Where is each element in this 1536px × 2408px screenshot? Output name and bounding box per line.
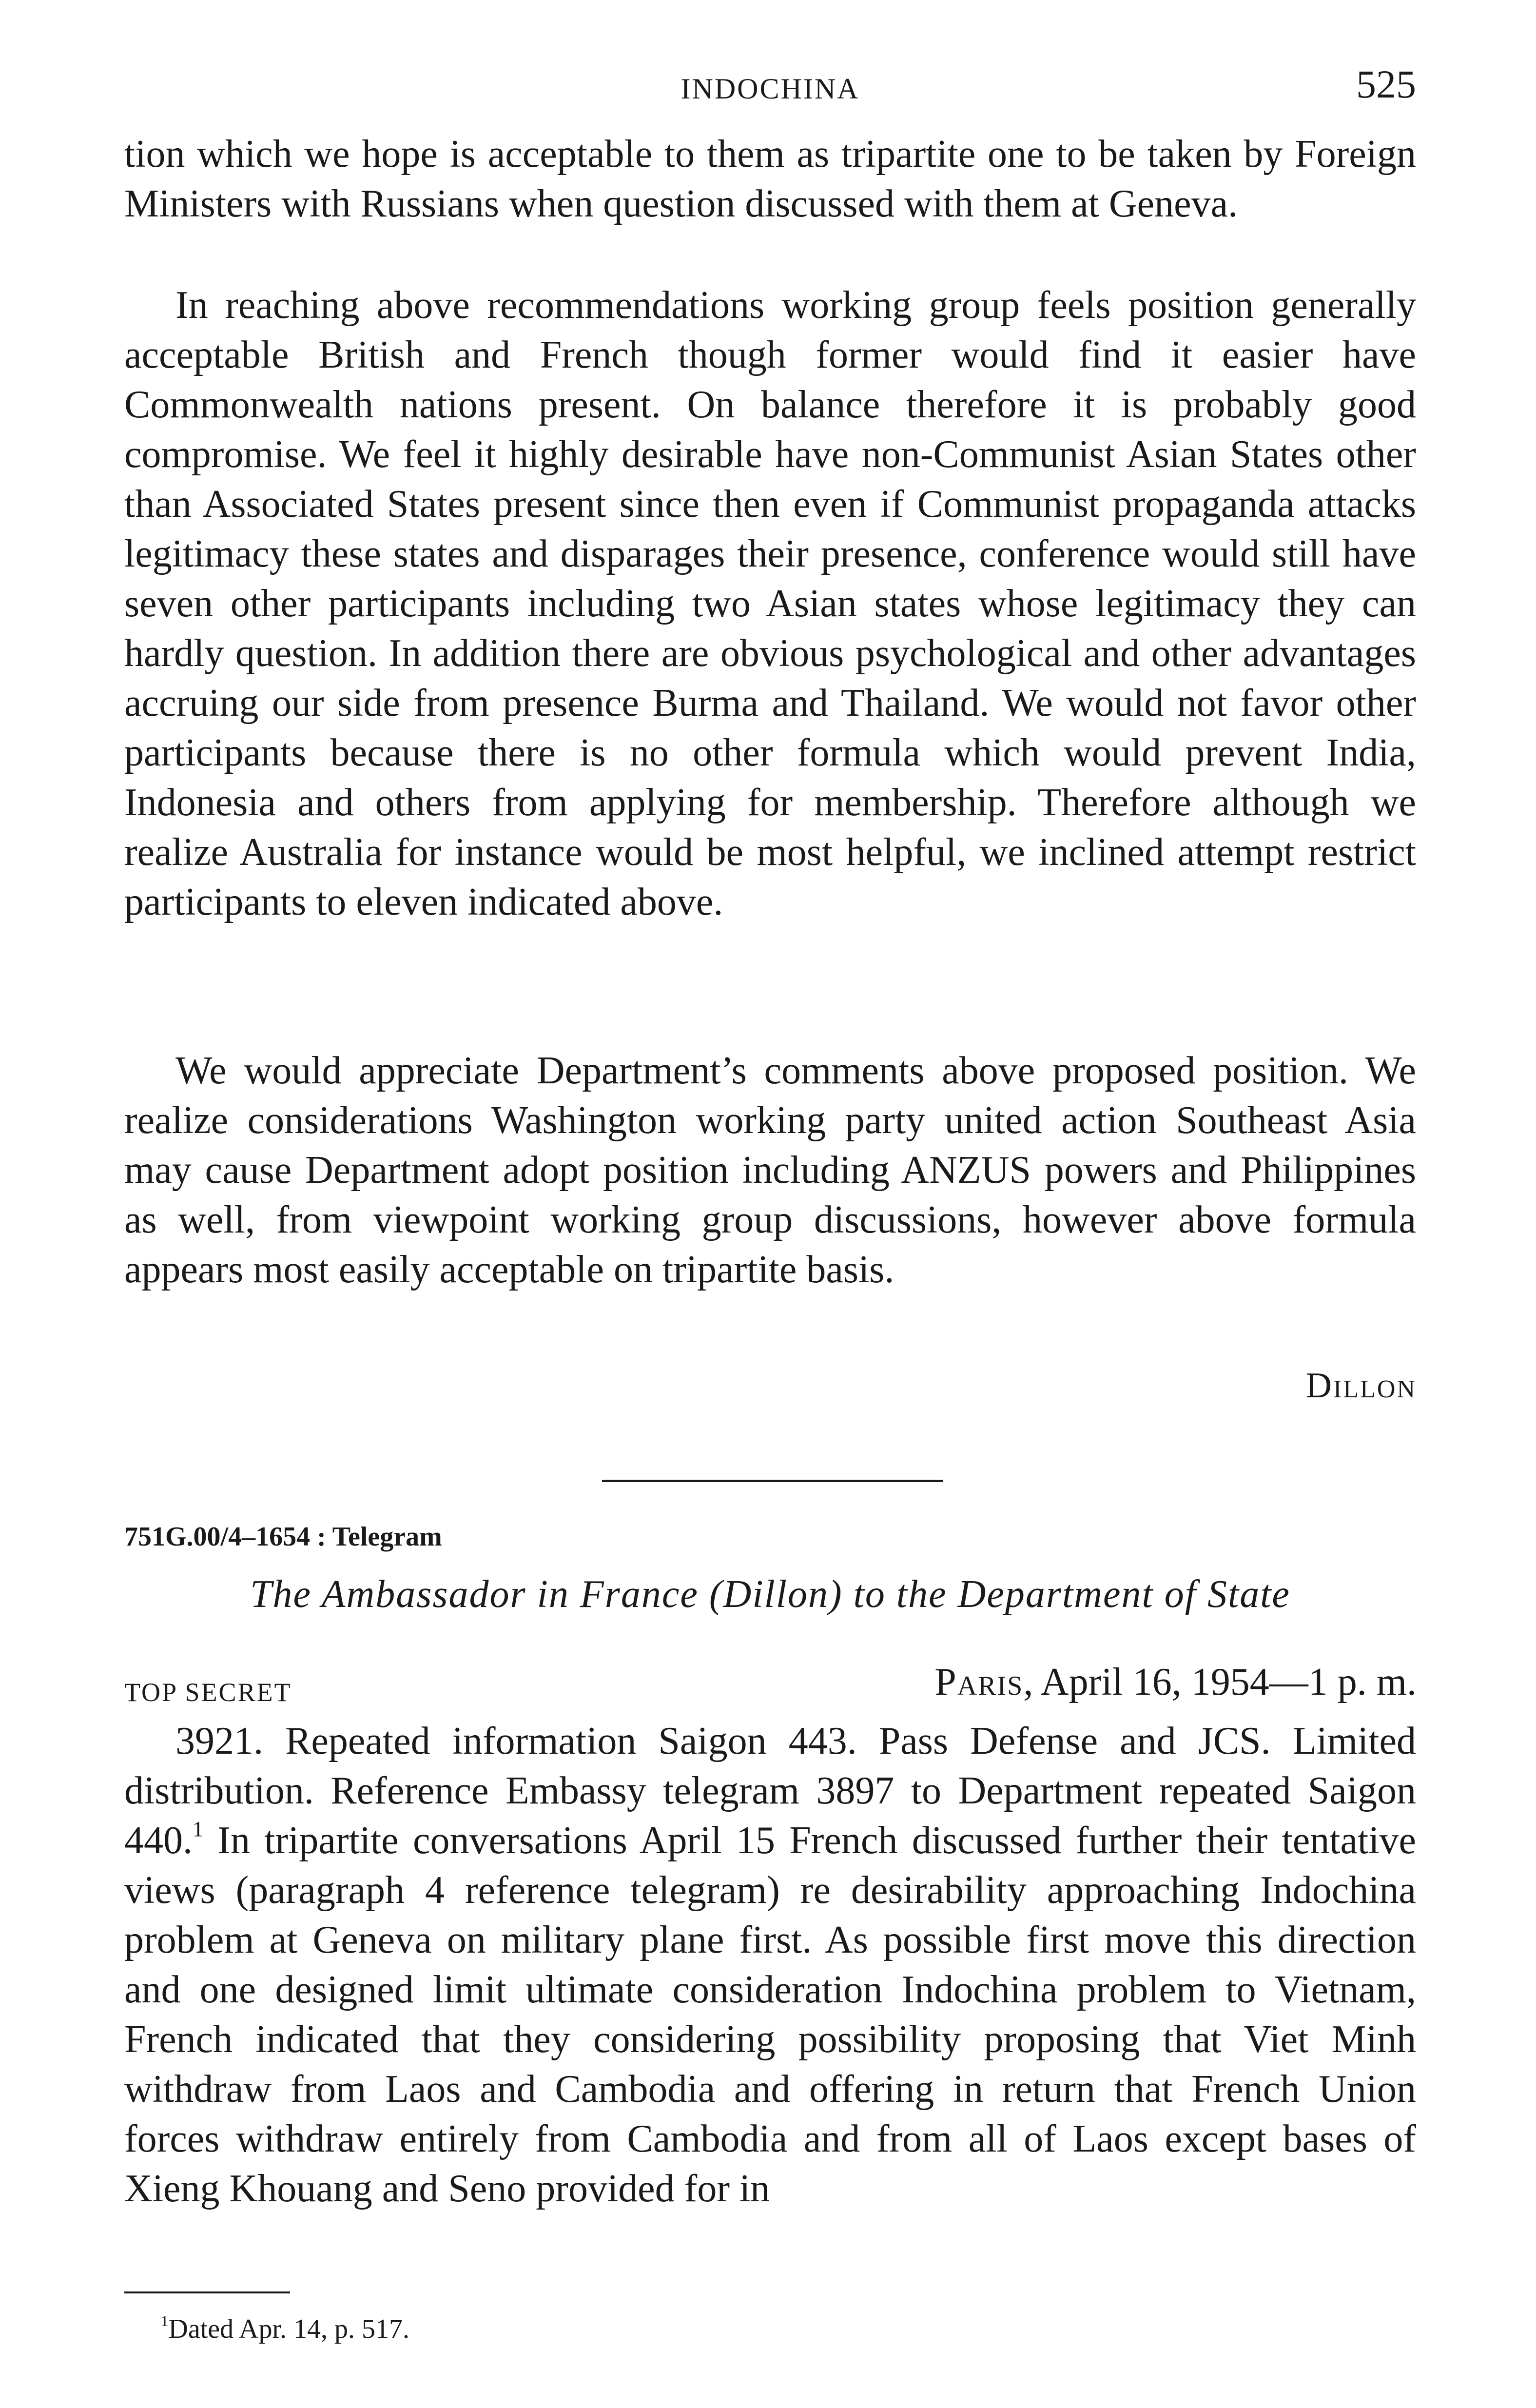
paragraph-recommendations: In reaching above recommendations working group feels position generally acceptable British and French though former would find it easier have Commonwealth nations present. On balance therefore it is probably good compromise. We feel it highly desirable have non-Communist Asian States other than Associated States present since then even if Communist propaganda attacks legitimacy these states and disparages their presence, conference would still have seven other participants including two Asian states whose legitimacy they can hardly question. In addition there are obvious psychological and other advantages accruing our side from presence Burma and Thailand. We would not favor other participants because there is no other formula which would prevent India, Indonesia and others from applying for membership. Therefore although we realize Australia for instance would be most helpful, we inclined attempt restrict participants to eleven indicated above. [124,284,1416,923]
classification-label: TOP SECRET [124,1678,292,1707]
page-number: 525 [1356,62,1416,106]
running-head: INDOCHINA [681,73,860,105]
telegram-body [124,1716,1416,2213]
page-header [124,58,1416,111]
footnote-text: Dated Apr. 14, p. 517. [168,2314,410,2344]
telegram-body-rest: In tripartite conversations April 15 French discussed further their tentative views (paragraph 4 reference telegram) re desirability approaching Indochina problem at Geneva on military plane first. As possible first move this direction and one designed limit ultimate consideration Indochina problem to Vietnam, French indicated that they considering possibility proposing that Viet Minh withdraw from Laos and Cambodia and offering in return that French Union forces withdraw entirely from Cambodia and from all of Laos except bases of Xieng Khouang and Seno provided for in [124,1819,1416,2210]
telegram-body-start: 3921. Repeated information Saigon 443. Pass Defense and JCS. Limited distribution. Reference Embassy telegram 3897 to Department repeated Saigon 440. [124,1720,1416,1862]
signature: Dillon [1305,1366,1417,1406]
file-reference: 751G.00/4–1654 : Telegram [124,1522,442,1552]
footnote-marker: 1 [161,2312,169,2330]
dateline-place: Paris [934,1661,1024,1703]
footnote-reference: 1 [193,1817,203,1841]
section-divider [602,1480,943,1482]
footnote [161,2313,409,2345]
paragraph-department-comments: We would appreciate Department’s comments above proposed position. We realize considerations Washington working party united action Southeast Asia may cause Department adopt position including ANZUS powers and Philippines as well, from viewpoint working group discussions, however above formula appears most easily acceptable on tripartite basis. [124,1049,1416,1291]
document-title: The Ambassador in France (Dillon) to the Department of State [250,1573,1290,1616]
dateline [934,1660,1417,1704]
dateline-date: , April 16, 1954—1 p. m. [1023,1661,1417,1703]
footnote-divider [124,2291,290,2293]
paragraph-continuation: tion which we hope is acceptable to them as tripartite one to be taken by Foreign Ministers with Russians when question discussed with them at Geneva. [124,133,1416,225]
